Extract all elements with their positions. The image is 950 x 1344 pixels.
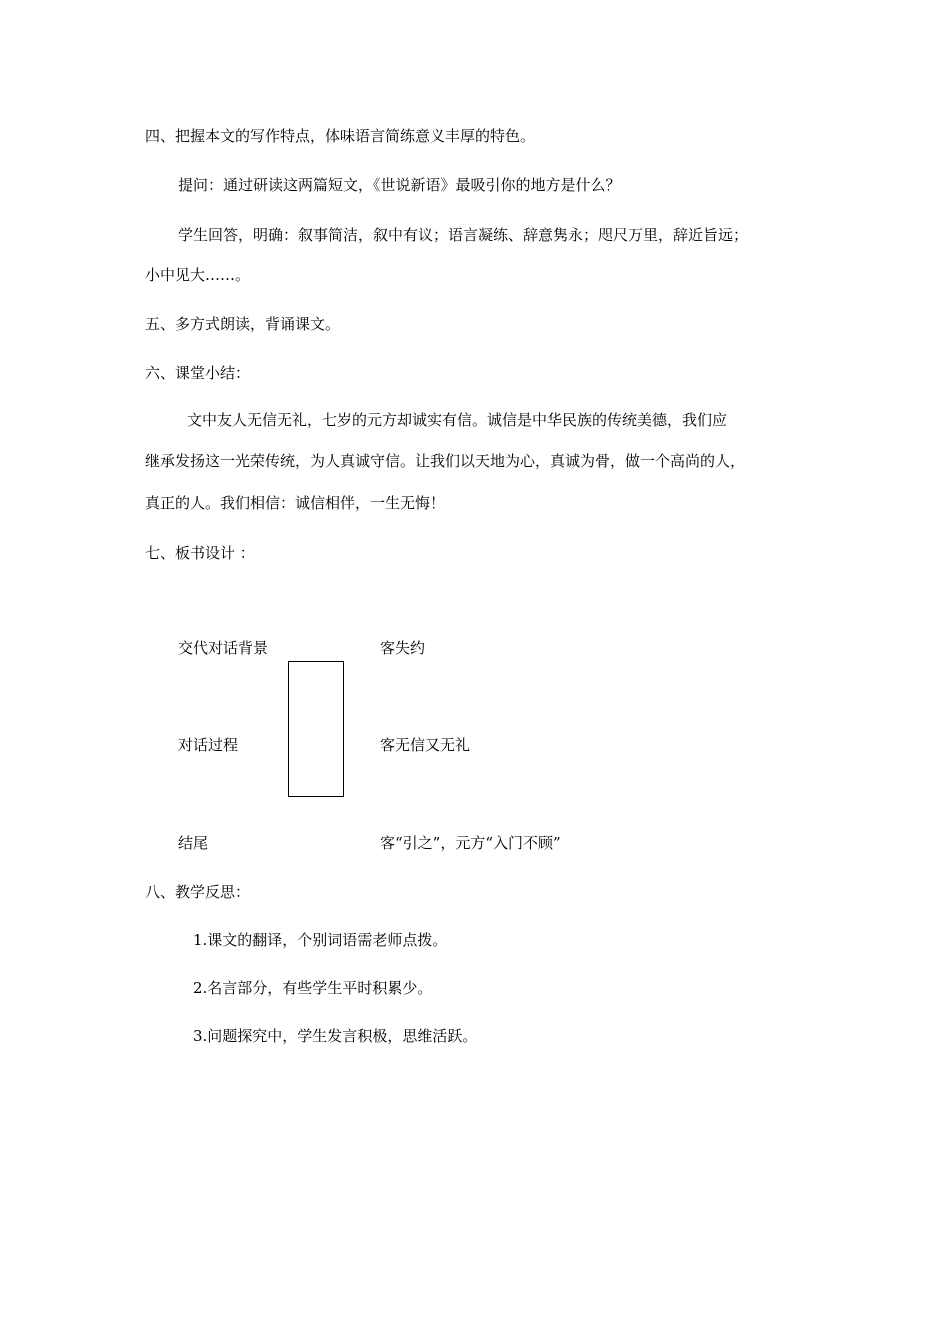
- reflection-item: 3.问题探究中，学生发言积极，思维活跃。: [193, 1027, 478, 1045]
- reflection-item: 2.名言部分，有些学生平时积累少。: [193, 979, 433, 997]
- section-6-summary-line-3: 真正的人。我们相信：诚信相伴，一生无悔！: [145, 494, 446, 512]
- section-5-heading: 五、多方式朗读，背诵课文。: [145, 315, 341, 333]
- board-left-item: 对话过程: [178, 736, 239, 754]
- section-4-heading: 四、把握本文的写作特点，体味语言简练意义丰厚的特色。: [145, 127, 536, 145]
- reflection-item: 1.课文的翻译，个别词语需老师点拨。: [193, 931, 448, 949]
- section-8-heading: 八、教学反思：: [145, 883, 251, 901]
- board-left-item: 结尾: [178, 834, 209, 852]
- board-right-item: 客无信又无礼: [380, 736, 471, 754]
- board-right-item: 客“引之”，元方“入门不顾”: [380, 834, 561, 852]
- section-6-heading: 六、课堂小结：: [145, 364, 251, 382]
- section-6-summary-line-2: 继承发扬这一光荣传统，为人真诚守信。让我们以天地为心，真诚为骨，做一个高尚的人，: [145, 452, 746, 470]
- section-4-question: 提问：通过研读这两篇短文，《世说新语》最吸引你的地方是什么？: [178, 176, 621, 194]
- board-left-item: 交代对话背景: [178, 639, 269, 657]
- section-6-summary-line-1: 文中友人无信无礼，七岁的元方却诚实有信。诚信是中华民族的传统美德，我们应: [187, 411, 728, 429]
- board-right-item: 客失约: [380, 639, 426, 657]
- section-7-heading: 七、板书设计 ：: [145, 544, 255, 562]
- section-4-answer-line-2: 小中见大……。: [145, 266, 251, 284]
- board-bracket-box: [288, 661, 344, 797]
- section-4-answer-line-1: 学生回答，明确：叙事简洁，叙中有议；语言凝练、辞意隽永；咫尺万里，辞近旨远；: [178, 226, 749, 244]
